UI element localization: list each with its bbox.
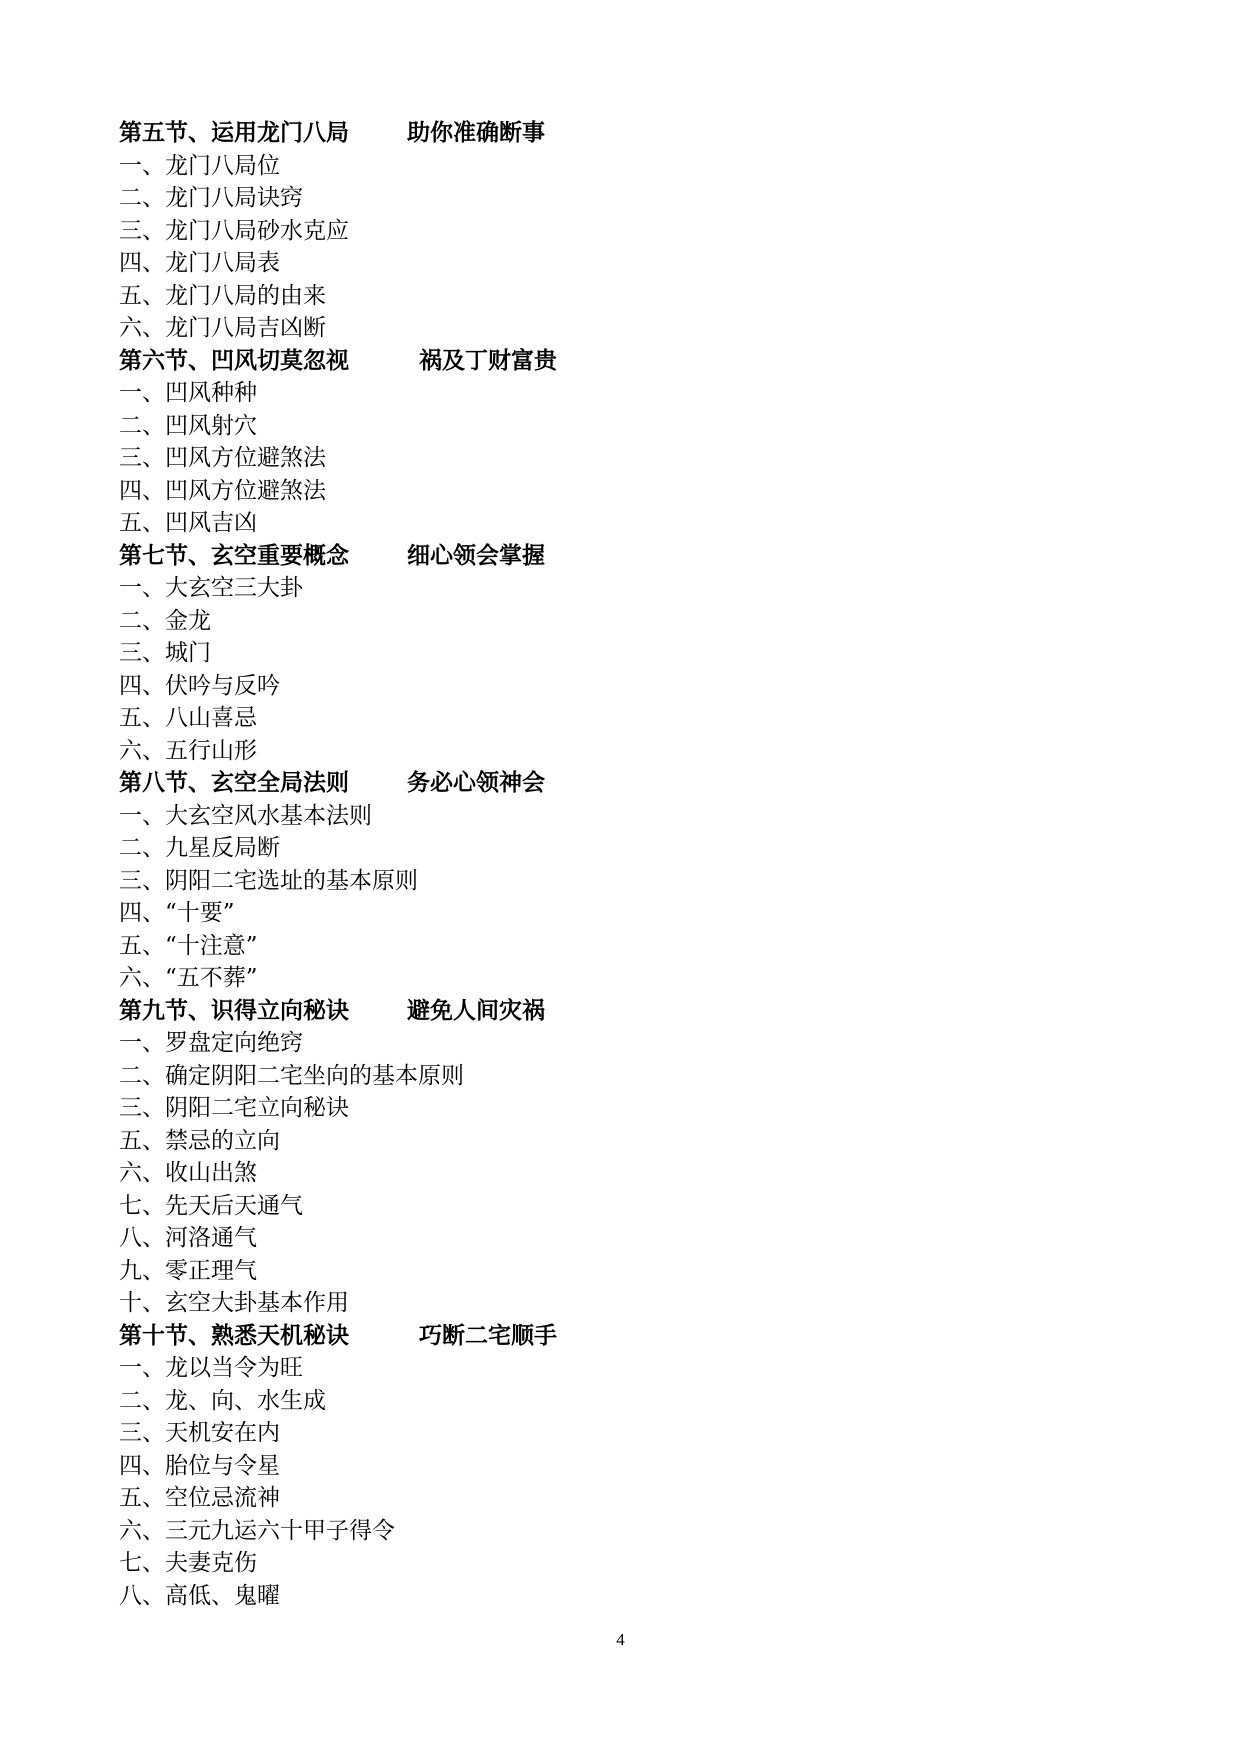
list-item: 一、龙门八局位 [119, 152, 280, 179]
list-item: 二、确定阴阳二宅坐向的基本原则 [119, 1062, 464, 1089]
list-item: 二、凹风射穴 [119, 412, 257, 439]
section-title: 第七节、玄空重要概念 [119, 542, 349, 569]
list-item: 三、阴阳二宅选址的基本原则 [119, 867, 418, 894]
list-item: 一、凹风种种 [119, 380, 257, 406]
section-title: 第九节、识得立向秘诀 [119, 997, 349, 1024]
table-of-contents [119, 117, 879, 1612]
list-item: 五、八山喜忌 [119, 705, 257, 731]
section-title: 第十节、熟悉天机秘诀 [119, 1322, 349, 1349]
list-item: 五、禁忌的立向 [119, 1127, 280, 1154]
list-item: 四、胎位与令星 [119, 1452, 280, 1479]
list-item: 三、城门 [119, 640, 211, 666]
list-item: 五、凹风吉凶 [119, 510, 257, 536]
list-item: 一、龙以当令为旺 [119, 1355, 303, 1381]
section-title: 第五节、运用龙门八局 [119, 120, 349, 146]
list-item: 七、先天后天通气 [119, 1192, 303, 1219]
list-item: 九、零正理气 [119, 1257, 257, 1284]
list-item: 三、阴阳二宅立向秘诀 [119, 1095, 349, 1121]
section-heading [119, 1320, 879, 1353]
list-item: 一、大玄空三大卦 [119, 575, 303, 601]
section-subtitle: 避免人间灾祸 [407, 997, 545, 1024]
section-subtitle: 细心领会掌握 [407, 542, 545, 569]
list-item: 四、“十要” [119, 900, 235, 926]
list-item: 六、“五不葬” [119, 965, 258, 991]
list-item: 三、天机安在内 [119, 1420, 280, 1446]
section-heading [119, 345, 879, 378]
list-item: 六、龙门八局吉凶断 [119, 315, 326, 341]
list-item: 八、河洛通气 [119, 1225, 257, 1251]
section-subtitle: 祸及丁财富贵 [419, 347, 557, 374]
page-number: 4 [616, 1630, 625, 1649]
list-item: 六、收山出煞 [119, 1160, 257, 1186]
list-item: 十、玄空大卦基本作用 [119, 1290, 349, 1316]
list-item: 六、五行山形 [119, 737, 257, 764]
section-heading [119, 995, 879, 1028]
section-subtitle: 巧断二宅顺手 [419, 1322, 557, 1349]
list-item: 七、夫妻克伤 [119, 1550, 257, 1576]
list-item: 五、龙门八局的由来 [119, 282, 326, 309]
list-item: 八、高低、鬼曜 [119, 1582, 280, 1609]
section-heading [119, 540, 879, 573]
list-item: 四、伏吟与反吟 [119, 672, 280, 699]
section-title: 第八节、玄空全局法则 [119, 770, 349, 796]
list-item: 五、空位忌流神 [119, 1485, 280, 1511]
section-title: 第六节、凹风切莫忽视 [119, 347, 349, 374]
list-item: 一、罗盘定向绝窍 [119, 1030, 303, 1056]
list-item: 二、金龙 [119, 607, 211, 634]
section-subtitle: 助你准确断事 [407, 120, 545, 146]
list-item: 三、龙门八局砂水克应 [119, 217, 349, 244]
list-item: 四、凹风方位避煞法 [119, 477, 326, 504]
section-heading [119, 117, 879, 150]
list-item: 三、凹风方位避煞法 [119, 445, 326, 471]
list-item: 五、“十注意” [119, 932, 258, 959]
list-item: 一、大玄空风水基本法则 [119, 802, 372, 829]
list-item: 二、龙、向、水生成 [119, 1387, 326, 1414]
list-item: 二、龙门八局诀窍 [119, 185, 303, 211]
list-item: 四、龙门八局表 [119, 250, 280, 276]
list-item: 六、三元九运六十甲子得令 [119, 1517, 395, 1544]
section-subtitle: 务必心领神会 [407, 770, 545, 796]
section-heading [119, 767, 879, 800]
list-item: 二、九星反局断 [119, 835, 280, 861]
